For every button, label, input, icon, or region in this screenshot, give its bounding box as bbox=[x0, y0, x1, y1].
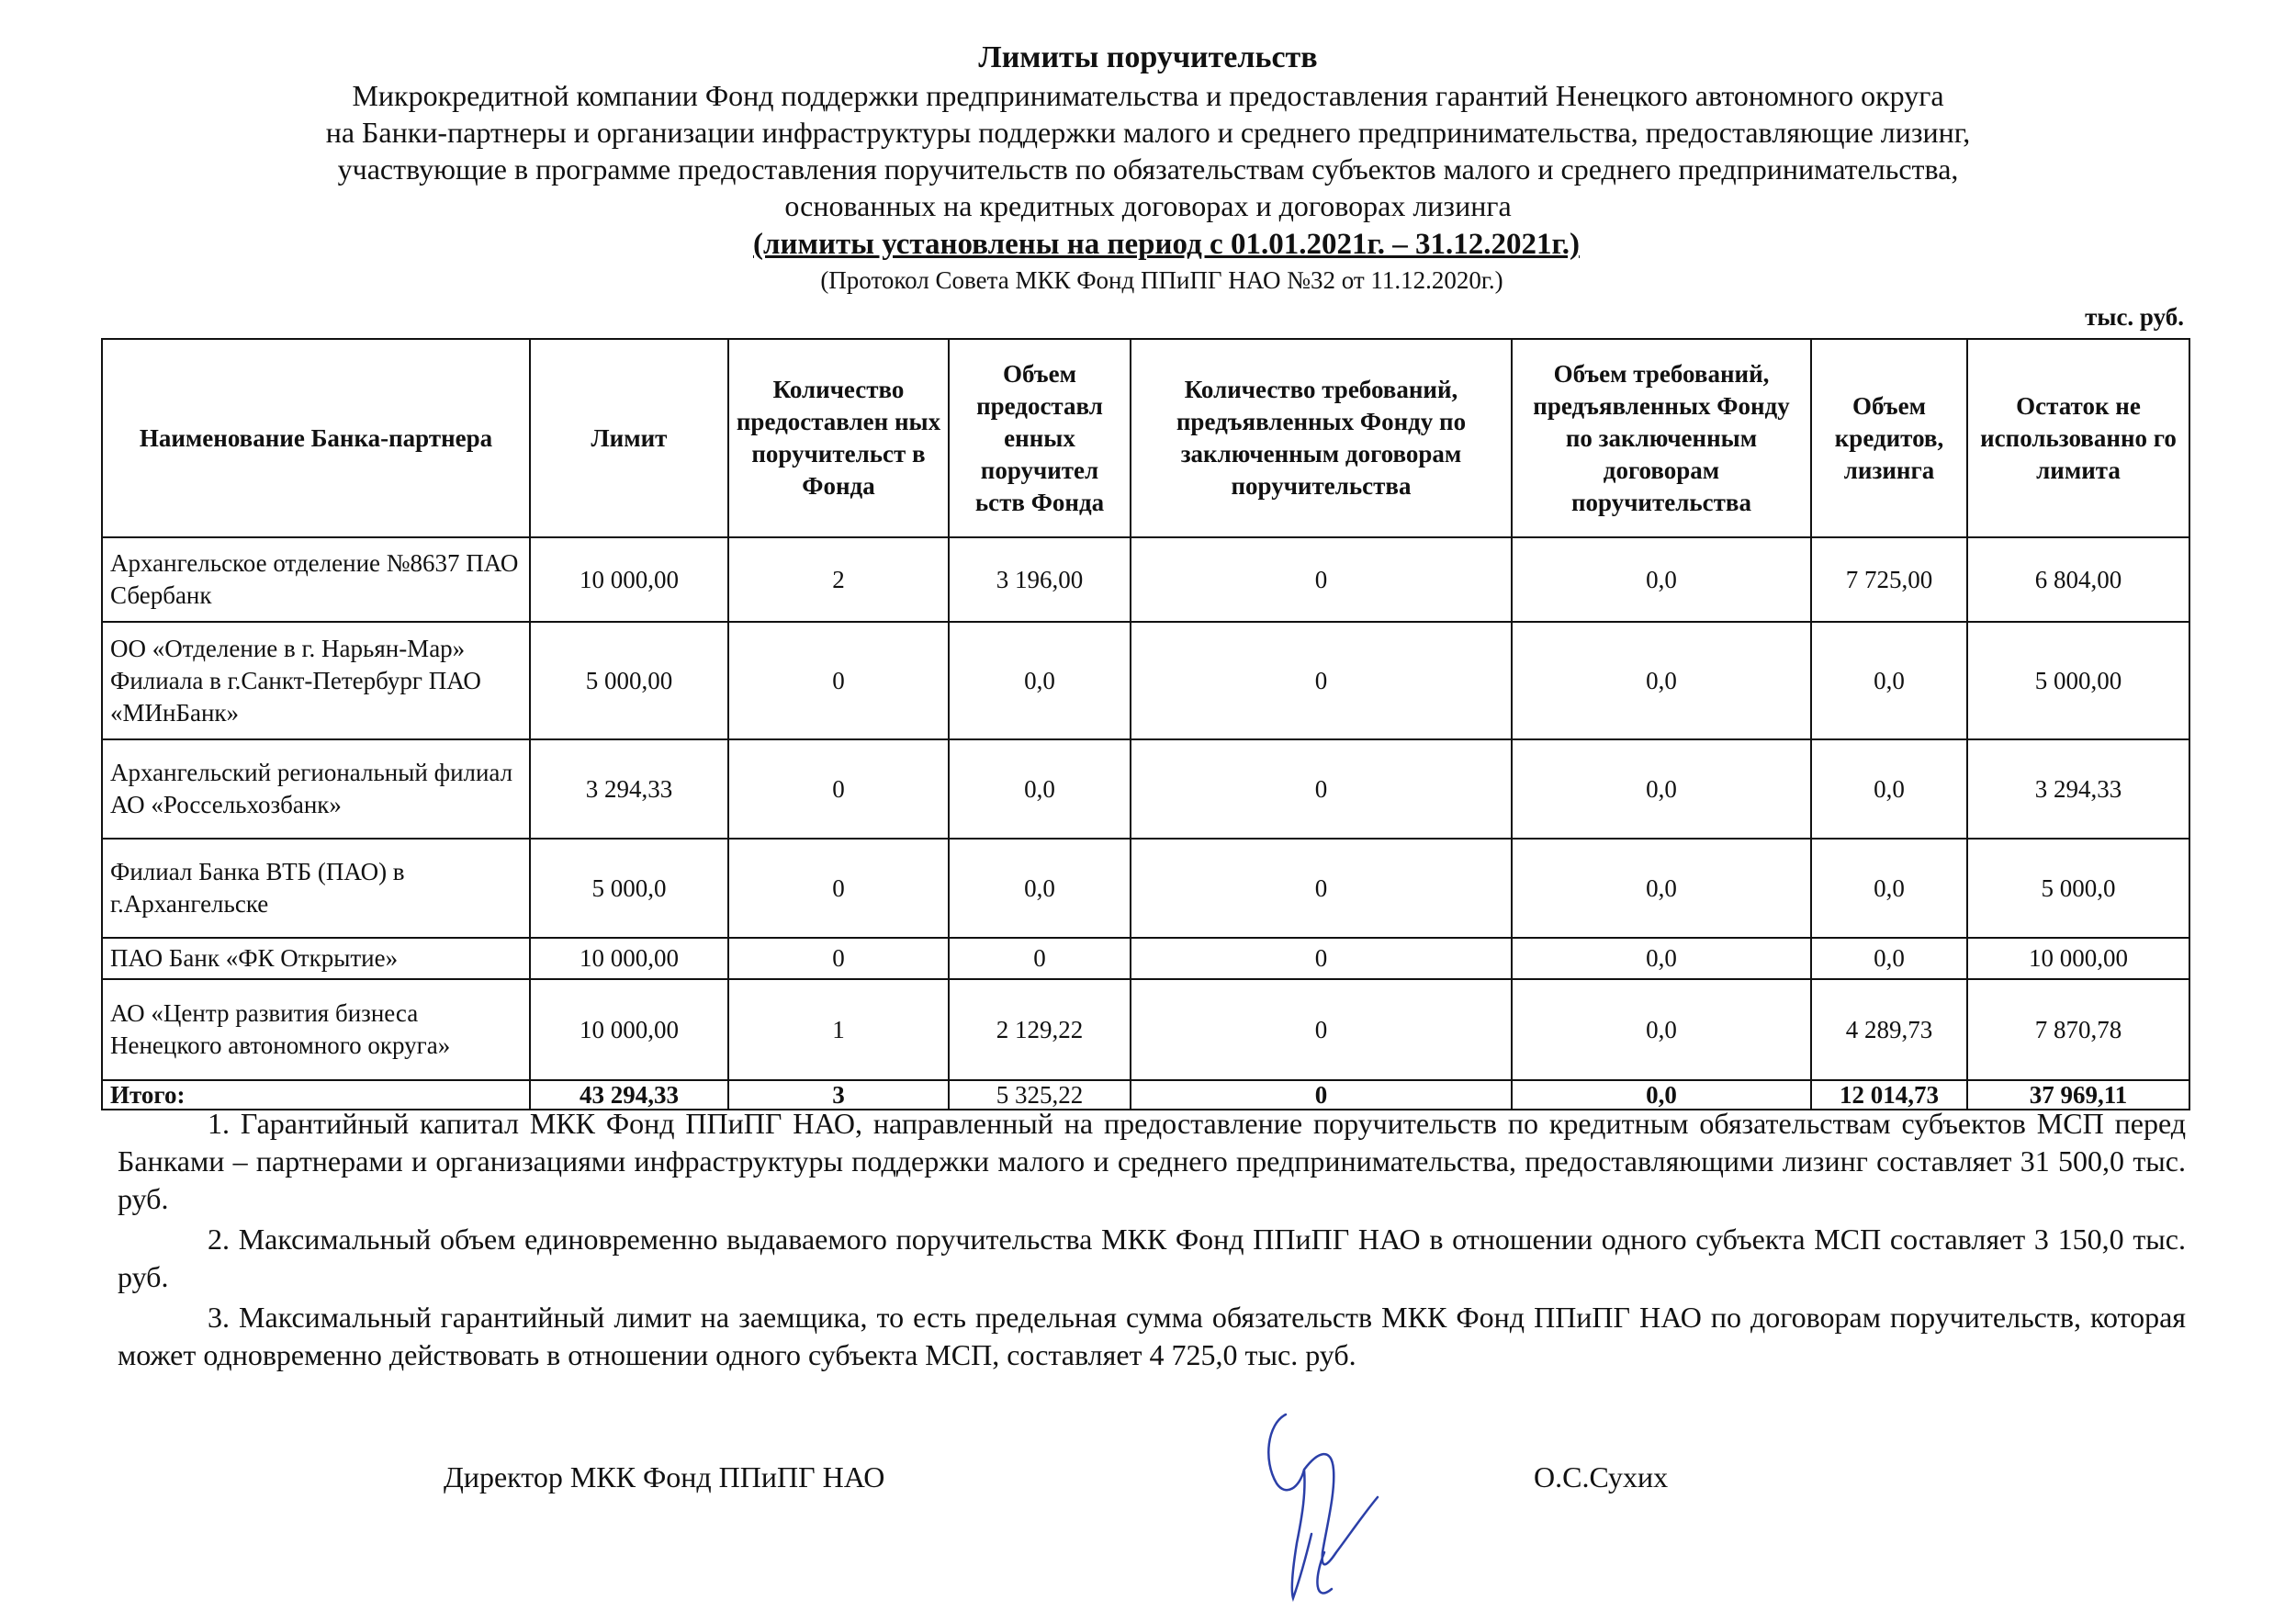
total-cell: 43 294,33 bbox=[530, 1080, 728, 1110]
signatory-position: Директор МКК Фонд ППиПГ НАО bbox=[444, 1460, 885, 1493]
limits-table bbox=[101, 338, 2190, 1110]
total-cell: 3 bbox=[728, 1080, 949, 1110]
table-row bbox=[102, 979, 2189, 1080]
subtitle-line-2: на Банки-партнеры и организации инфраструктуры поддержки малого и среднего предпринимательства, предоставляющие лизинг, bbox=[325, 116, 1971, 149]
table-cell: Архангельское отделение №8637 ПАО Сбербанк bbox=[102, 537, 530, 622]
column-header: Количество требований, предъявленных Фонду по заключенным договорам поручительства bbox=[1131, 339, 1512, 537]
notes-section bbox=[118, 1105, 2186, 1377]
table-row bbox=[102, 537, 2189, 622]
column-header: Объем требований, предъявленных Фонду по заключенным договорам поручительства bbox=[1512, 339, 1811, 537]
document-title: Лимиты поручительств bbox=[978, 40, 1318, 74]
signature-stroke bbox=[1268, 1414, 1378, 1598]
table-cell: ПАО Банк «ФК Открытие» bbox=[102, 938, 530, 979]
table-cell: 7 870,78 bbox=[1967, 979, 2189, 1080]
column-header: Наименование Банка-партнера bbox=[102, 339, 530, 537]
units-label: тыс. руб. bbox=[2085, 303, 2184, 331]
table-cell: 0,0 bbox=[949, 739, 1131, 839]
total-cell: 37 969,11 bbox=[1967, 1080, 2189, 1110]
column-header: Объем кредитов, лизинга bbox=[1811, 339, 1967, 537]
table-cell: 0,0 bbox=[1811, 739, 1967, 839]
table-cell: 3 294,33 bbox=[1967, 739, 2189, 839]
table-cell: 0 bbox=[1131, 739, 1512, 839]
table-cell: 2 129,22 bbox=[949, 979, 1131, 1080]
subtitle-line-4: основанных на кредитных договорах и договорах лизинга bbox=[784, 189, 1512, 222]
table-cell: 0,0 bbox=[1811, 622, 1967, 739]
table-row bbox=[102, 938, 2189, 979]
table-cell: ОО «Отделение в г. Нарьян-Мар» Филиала в г.Санкт-Петербург ПАО «МИнБанк» bbox=[102, 622, 530, 739]
table-cell: АО «Центр развития бизнеса Ненецкого автономного округа» bbox=[102, 979, 530, 1080]
table-cell: 0,0 bbox=[1512, 839, 1811, 938]
table-cell: 0 bbox=[1131, 979, 1512, 1080]
table-cell: 5 000,00 bbox=[1967, 622, 2189, 739]
column-header: Остаток не использованно го лимита bbox=[1967, 339, 2189, 537]
total-cell: 0,0 bbox=[1512, 1080, 1811, 1110]
table-cell: 0,0 bbox=[949, 839, 1131, 938]
period-line: (лимиты установлены на период с 01.01.2021г. – 31.12.2021г.) bbox=[753, 228, 1580, 261]
table-cell: 0 bbox=[1131, 622, 1512, 739]
table-cell: 4 289,73 bbox=[1811, 979, 1967, 1080]
table-cell: 5 000,0 bbox=[1967, 839, 2189, 938]
table-cell: Филиал Банка ВТБ (ПАО) в г.Архангельске bbox=[102, 839, 530, 938]
total-cell: 12 014,73 bbox=[1811, 1080, 1967, 1110]
table-cell: 0,0 bbox=[1512, 979, 1811, 1080]
table-cell: 0,0 bbox=[1512, 739, 1811, 839]
table-cell: 0 bbox=[949, 938, 1131, 979]
table-row bbox=[102, 839, 2189, 938]
table-cell: 6 804,00 bbox=[1967, 537, 2189, 622]
note-paragraph: 1. Гарантийный капитал МКК Фонд ППиПГ НАО, направленный на предоставление поручительств по кредитным обязательствам субъектов МСП перед Банками – партнерами и организациями инфраструктуры поддержки малого и среднего предпринимательства, предоставляющими лизинг составляет 31 500,0 тыс. руб. bbox=[118, 1107, 2186, 1215]
table-cell: 2 bbox=[728, 537, 949, 622]
protocol-line: (Протокол Совета МКК Фонд ППиПГ НАО №32 от 11.12.2020г.) bbox=[820, 266, 1503, 294]
total-cell: 0 bbox=[1131, 1080, 1512, 1110]
table-cell: 7 725,00 bbox=[1811, 537, 1967, 622]
table-cell: 10 000,00 bbox=[530, 537, 728, 622]
table-cell: Архангельский региональный филиал АО «Россельхозбанк» bbox=[102, 739, 530, 839]
table-cell: 0,0 bbox=[1811, 938, 1967, 979]
table-cell: 0 bbox=[1131, 537, 1512, 622]
table-cell: 3 196,00 bbox=[949, 537, 1131, 622]
table-cell: 10 000,00 bbox=[1967, 938, 2189, 979]
column-header: Лимит bbox=[530, 339, 728, 537]
total-cell: 5 325,22 bbox=[949, 1080, 1131, 1110]
table-cell: 0 bbox=[728, 622, 949, 739]
table-cell: 0 bbox=[1131, 938, 1512, 979]
table-cell: 0,0 bbox=[949, 622, 1131, 739]
table-cell: 5 000,00 bbox=[530, 622, 728, 739]
subtitle-line-3: участвующие в программе предоставления поручительств по обязательствам субъектов малого и среднего предпринимательства, bbox=[337, 152, 1959, 186]
table-cell: 0 bbox=[728, 839, 949, 938]
table-row bbox=[102, 739, 2189, 839]
subtitle-line-1: Микрокредитной компании Фонд поддержки предпринимательства и предоставления гарантий Ненецкого автономного округа bbox=[352, 79, 1944, 112]
document-header bbox=[0, 39, 2296, 296]
table-cell: 5 000,0 bbox=[530, 839, 728, 938]
table-cell: 0,0 bbox=[1512, 537, 1811, 622]
table-header-row bbox=[102, 339, 2189, 537]
handwritten-signature bbox=[1249, 1405, 1396, 1617]
table-cell: 1 bbox=[728, 979, 949, 1080]
table-cell: 3 294,33 bbox=[530, 739, 728, 839]
table-cell: 10 000,00 bbox=[530, 979, 728, 1080]
table-cell: 0 bbox=[1131, 839, 1512, 938]
table-cell: 0 bbox=[728, 739, 949, 839]
column-header: Количество предоставлен ных поручительст в Фонда bbox=[728, 339, 949, 537]
table-cell: 0,0 bbox=[1512, 622, 1811, 739]
table-cell: 10 000,00 bbox=[530, 938, 728, 979]
total-label: Итого: bbox=[102, 1080, 530, 1110]
table-cell: 0,0 bbox=[1512, 938, 1811, 979]
column-header: Объем предоставл енных поручител ьств Фонда bbox=[949, 339, 1131, 537]
note-paragraph: 2. Максимальный объем единовременно выдаваемого поручительства МКК Фонд ППиПГ НАО в отношении одного субъекта МСП составляет 3 150,0 тыс. руб. bbox=[118, 1223, 2186, 1293]
table-cell: 0 bbox=[728, 938, 949, 979]
table-cell: 0,0 bbox=[1811, 839, 1967, 938]
table-row bbox=[102, 622, 2189, 739]
note-paragraph: 3. Максимальный гарантийный лимит на заемщика, то есть предельная сумма обязательств МКК Фонд ППиПГ НАО по договорам поручительств, которая может одновременно действовать в отношении одного субъекта МСП, составляет 4 725,0 тыс. руб. bbox=[118, 1301, 2186, 1371]
signatory-name: О.С.Сухих bbox=[1534, 1460, 1669, 1493]
